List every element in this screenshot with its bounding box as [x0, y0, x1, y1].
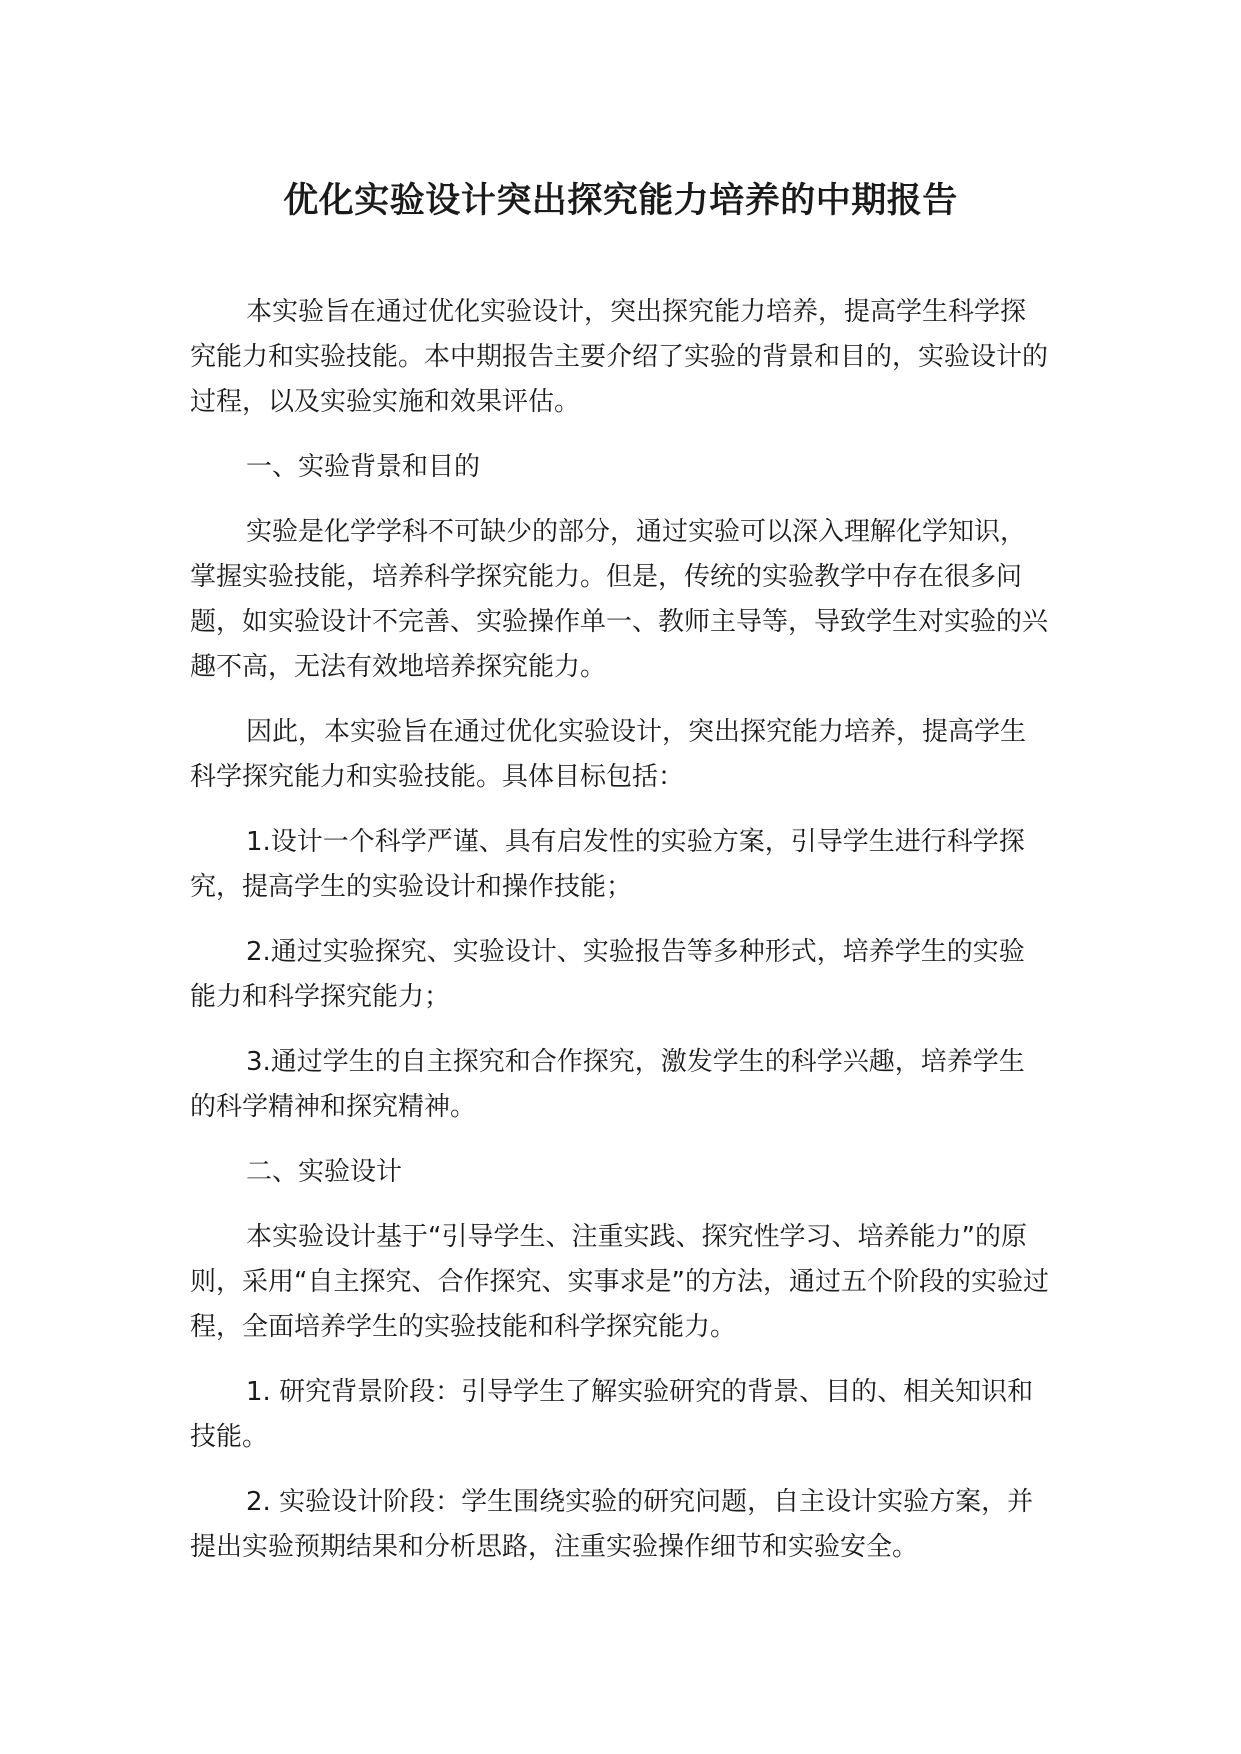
paragraph-background: 实验是化学学科不可缺少的部分，通过实验可以深入理解化学知识，掌握实验技能，培养科学探究能力。但是，传统的实验教学中存在很多问题，如实验设计不完善、实验操作单一、教师主导等，导致学生对实验的兴趣不高，无法有效地培养探究能力。: [190, 517, 1049, 682]
stage-item-2: 2. 实验设计阶段：学生围绕实验的研究问题，自主设计实验方案，并提出实验预期结果和分析思路，注重实验操作细节和实验安全。: [190, 1487, 1034, 1562]
paragraph-goals: 因此，本实验旨在通过优化实验设计，突出探究能力培养，提高学生科学探究能力和实验技能。具体目标包括：: [190, 717, 1027, 792]
document-title: 优化实验设计突出探究能力培养的中期报告: [283, 181, 958, 221]
goal-item-2: 2.通过实验探究、实验设计、实验报告等多种形式，培养学生的实验能力和科学探究能力；: [190, 937, 1025, 1012]
paragraph-design: 本实验设计基于“引导学生、注重实践、探究性学习、培养能力”的原则，采用“自主探究、合作探究、实事求是”的方法，通过五个阶段的实验过程，全面培养学生的实验技能和科学探究能力。: [190, 1222, 1049, 1342]
paragraph-intro: 本实验旨在通过优化实验设计，突出探究能力培养，提高学生科学探究能力和实验技能。本中期报告主要介绍了实验的背景和目的，实验设计的过程，以及实验实施和效果评估。: [190, 297, 1049, 417]
document-body: [190, 290, 1050, 1590]
section-heading-1: 一、实验背景和目的: [246, 452, 481, 482]
section-heading-2: 二、实验设计: [246, 1157, 403, 1187]
goal-item-3: 3.通过学生的自主探究和合作探究，激发学生的科学兴趣，培养学生的科学精神和探究精神。: [190, 1047, 1025, 1122]
stage-item-1: 1. 研究背景阶段：引导学生了解实验研究的背景、目的、相关知识和技能。: [190, 1377, 1034, 1452]
goal-item-1: 1.设计一个科学严谨、具有启发性的实验方案，引导学生进行科学探究，提高学生的实验设计和操作技能；: [190, 827, 1025, 902]
